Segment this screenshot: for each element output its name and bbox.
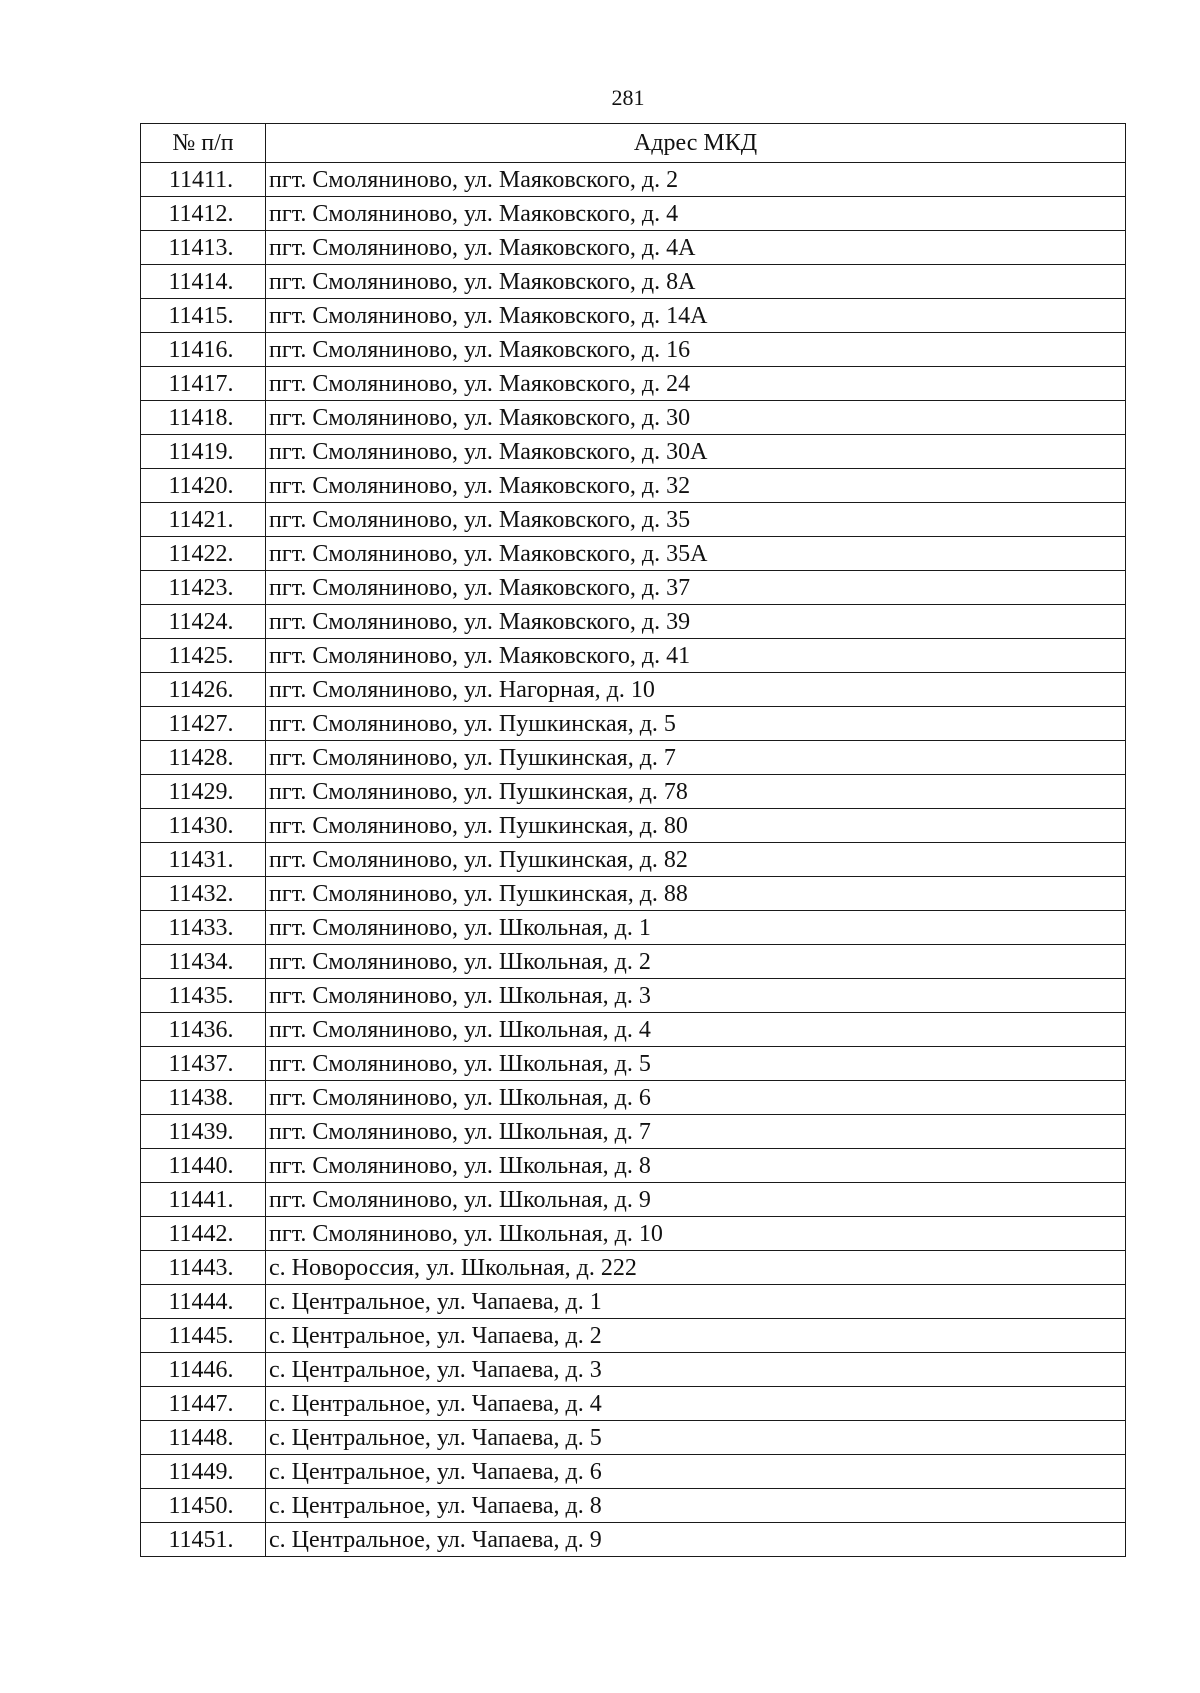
table-row bbox=[141, 537, 1126, 571]
row-address: с. Центральное, ул. Чапаева, д. 2 bbox=[266, 1319, 1126, 1353]
header-number: № п/п bbox=[141, 124, 266, 163]
row-address: пгт. Смоляниново, ул. Маяковского, д. 32 bbox=[266, 469, 1126, 503]
row-number: 11430. bbox=[141, 809, 266, 843]
row-number: 11444. bbox=[141, 1285, 266, 1319]
row-address: пгт. Смоляниново, ул. Пушкинская, д. 82 bbox=[266, 843, 1126, 877]
row-number: 11443. bbox=[141, 1251, 266, 1285]
row-address: с. Центральное, ул. Чапаева, д. 3 bbox=[266, 1353, 1126, 1387]
row-address: пгт. Смоляниново, ул. Пушкинская, д. 7 bbox=[266, 741, 1126, 775]
table-row bbox=[141, 435, 1126, 469]
table-row bbox=[141, 1013, 1126, 1047]
row-number: 11440. bbox=[141, 1149, 266, 1183]
table-row bbox=[141, 163, 1126, 197]
table-row bbox=[141, 265, 1126, 299]
row-number: 11422. bbox=[141, 537, 266, 571]
row-address: пгт. Смоляниново, ул. Пушкинская, д. 78 bbox=[266, 775, 1126, 809]
row-number: 11413. bbox=[141, 231, 266, 265]
row-address: с. Центральное, ул. Чапаева, д. 8 bbox=[266, 1489, 1126, 1523]
row-address: пгт. Смоляниново, ул. Маяковского, д. 35А bbox=[266, 537, 1126, 571]
row-address: пгт. Смоляниново, ул. Пушкинская, д. 80 bbox=[266, 809, 1126, 843]
row-number: 11428. bbox=[141, 741, 266, 775]
row-number: 11447. bbox=[141, 1387, 266, 1421]
table-row bbox=[141, 299, 1126, 333]
table-row bbox=[141, 775, 1126, 809]
table-row bbox=[141, 401, 1126, 435]
row-number: 11449. bbox=[141, 1455, 266, 1489]
row-address: пгт. Смоляниново, ул. Маяковского, д. 8А bbox=[266, 265, 1126, 299]
table-row bbox=[141, 843, 1126, 877]
row-number: 11424. bbox=[141, 605, 266, 639]
row-number: 11411. bbox=[141, 163, 266, 197]
row-number: 11429. bbox=[141, 775, 266, 809]
row-address: пгт. Смоляниново, ул. Школьная, д. 8 bbox=[266, 1149, 1126, 1183]
table-row bbox=[141, 1421, 1126, 1455]
row-number: 11441. bbox=[141, 1183, 266, 1217]
row-number: 11437. bbox=[141, 1047, 266, 1081]
table-row bbox=[141, 741, 1126, 775]
table-row bbox=[141, 367, 1126, 401]
table-row bbox=[141, 1319, 1126, 1353]
row-number: 11423. bbox=[141, 571, 266, 605]
table-row bbox=[141, 1387, 1126, 1421]
row-number: 11412. bbox=[141, 197, 266, 231]
row-number: 11419. bbox=[141, 435, 266, 469]
row-number: 11434. bbox=[141, 945, 266, 979]
row-number: 11435. bbox=[141, 979, 266, 1013]
row-address: пгт. Смоляниново, ул. Пушкинская, д. 88 bbox=[266, 877, 1126, 911]
table-row bbox=[141, 1523, 1126, 1557]
row-address: пгт. Смоляниново, ул. Школьная, д. 4 bbox=[266, 1013, 1126, 1047]
table-row bbox=[141, 197, 1126, 231]
table-row bbox=[141, 1217, 1126, 1251]
header-row bbox=[141, 124, 1126, 163]
row-address: пгт. Смоляниново, ул. Школьная, д. 9 bbox=[266, 1183, 1126, 1217]
row-address: пгт. Смоляниново, ул. Маяковского, д. 39 bbox=[266, 605, 1126, 639]
table-header bbox=[141, 124, 1126, 163]
row-number: 11448. bbox=[141, 1421, 266, 1455]
row-address: с. Центральное, ул. Чапаева, д. 1 bbox=[266, 1285, 1126, 1319]
row-address: с. Новороссия, ул. Школьная, д. 222 bbox=[266, 1251, 1126, 1285]
row-number: 11451. bbox=[141, 1523, 266, 1557]
row-address: пгт. Смоляниново, ул. Школьная, д. 7 bbox=[266, 1115, 1126, 1149]
row-address: пгт. Смоляниново, ул. Нагорная, д. 10 bbox=[266, 673, 1126, 707]
table-row bbox=[141, 911, 1126, 945]
row-number: 11427. bbox=[141, 707, 266, 741]
table-row bbox=[141, 979, 1126, 1013]
row-number: 11432. bbox=[141, 877, 266, 911]
row-number: 11418. bbox=[141, 401, 266, 435]
table-row bbox=[141, 1455, 1126, 1489]
table-row bbox=[141, 945, 1126, 979]
table-row bbox=[141, 1251, 1126, 1285]
row-address: с. Центральное, ул. Чапаева, д. 4 bbox=[266, 1387, 1126, 1421]
row-address: пгт. Смоляниново, ул. Маяковского, д. 30 bbox=[266, 401, 1126, 435]
table-row bbox=[141, 1183, 1126, 1217]
row-address: пгт. Смоляниново, ул. Школьная, д. 2 bbox=[266, 945, 1126, 979]
row-address: пгт. Смоляниново, ул. Школьная, д. 5 bbox=[266, 1047, 1126, 1081]
table-row bbox=[141, 231, 1126, 265]
row-number: 11436. bbox=[141, 1013, 266, 1047]
page-number: 281 bbox=[611, 85, 645, 110]
row-address: пгт. Смоляниново, ул. Школьная, д. 6 bbox=[266, 1081, 1126, 1115]
row-number: 11433. bbox=[141, 911, 266, 945]
header-address: Адрес МКД bbox=[266, 124, 1126, 163]
row-address: с. Центральное, ул. Чапаева, д. 6 bbox=[266, 1455, 1126, 1489]
table-row bbox=[141, 707, 1126, 741]
row-number: 11445. bbox=[141, 1319, 266, 1353]
row-number: 11442. bbox=[141, 1217, 266, 1251]
row-address: с. Центральное, ул. Чапаева, д. 9 bbox=[266, 1523, 1126, 1557]
row-address: пгт. Смоляниново, ул. Маяковского, д. 2 bbox=[266, 163, 1126, 197]
row-number: 11450. bbox=[141, 1489, 266, 1523]
table-row bbox=[141, 1115, 1126, 1149]
row-address: пгт. Смоляниново, ул. Маяковского, д. 24 bbox=[266, 367, 1126, 401]
table-row bbox=[141, 1285, 1126, 1319]
table-row bbox=[141, 1489, 1126, 1523]
row-number: 11439. bbox=[141, 1115, 266, 1149]
table-row bbox=[141, 1047, 1126, 1081]
table-row bbox=[141, 809, 1126, 843]
row-number: 11421. bbox=[141, 503, 266, 537]
table-body bbox=[141, 163, 1126, 1557]
row-number: 11417. bbox=[141, 367, 266, 401]
table-row bbox=[141, 1149, 1126, 1183]
table-row bbox=[141, 503, 1126, 537]
table-row bbox=[141, 673, 1126, 707]
table-row bbox=[141, 333, 1126, 367]
row-number: 11416. bbox=[141, 333, 266, 367]
table-row bbox=[141, 639, 1126, 673]
row-number: 11414. bbox=[141, 265, 266, 299]
row-address: пгт. Смоляниново, ул. Школьная, д. 3 bbox=[266, 979, 1126, 1013]
row-address: пгт. Смоляниново, ул. Маяковского, д. 16 bbox=[266, 333, 1126, 367]
table-row bbox=[141, 1081, 1126, 1115]
row-address: с. Центральное, ул. Чапаева, д. 5 bbox=[266, 1421, 1126, 1455]
table-row bbox=[141, 877, 1126, 911]
row-number: 11415. bbox=[141, 299, 266, 333]
table-row bbox=[141, 1353, 1126, 1387]
row-address: пгт. Смоляниново, ул. Маяковского, д. 4А bbox=[266, 231, 1126, 265]
row-address: пгт. Смоляниново, ул. Школьная, д. 10 bbox=[266, 1217, 1126, 1251]
table-row bbox=[141, 469, 1126, 503]
row-number: 11446. bbox=[141, 1353, 266, 1387]
row-address: пгт. Смоляниново, ул. Пушкинская, д. 5 bbox=[266, 707, 1126, 741]
table-row bbox=[141, 605, 1126, 639]
table-row bbox=[141, 571, 1126, 605]
row-address: пгт. Смоляниново, ул. Маяковского, д. 14А bbox=[266, 299, 1126, 333]
row-number: 11420. bbox=[141, 469, 266, 503]
row-number: 11426. bbox=[141, 673, 266, 707]
row-address: пгт. Смоляниново, ул. Маяковского, д. 4 bbox=[266, 197, 1126, 231]
row-address: пгт. Смоляниново, ул. Маяковского, д. 37 bbox=[266, 571, 1126, 605]
row-number: 11425. bbox=[141, 639, 266, 673]
address-table bbox=[140, 123, 1126, 1557]
row-address: пгт. Смоляниново, ул. Маяковского, д. 35 bbox=[266, 503, 1126, 537]
row-address: пгт. Смоляниново, ул. Маяковского, д. 30А bbox=[266, 435, 1126, 469]
row-address: пгт. Смоляниново, ул. Школьная, д. 1 bbox=[266, 911, 1126, 945]
row-number: 11438. bbox=[141, 1081, 266, 1115]
row-address: пгт. Смоляниново, ул. Маяковского, д. 41 bbox=[266, 639, 1126, 673]
row-number: 11431. bbox=[141, 843, 266, 877]
